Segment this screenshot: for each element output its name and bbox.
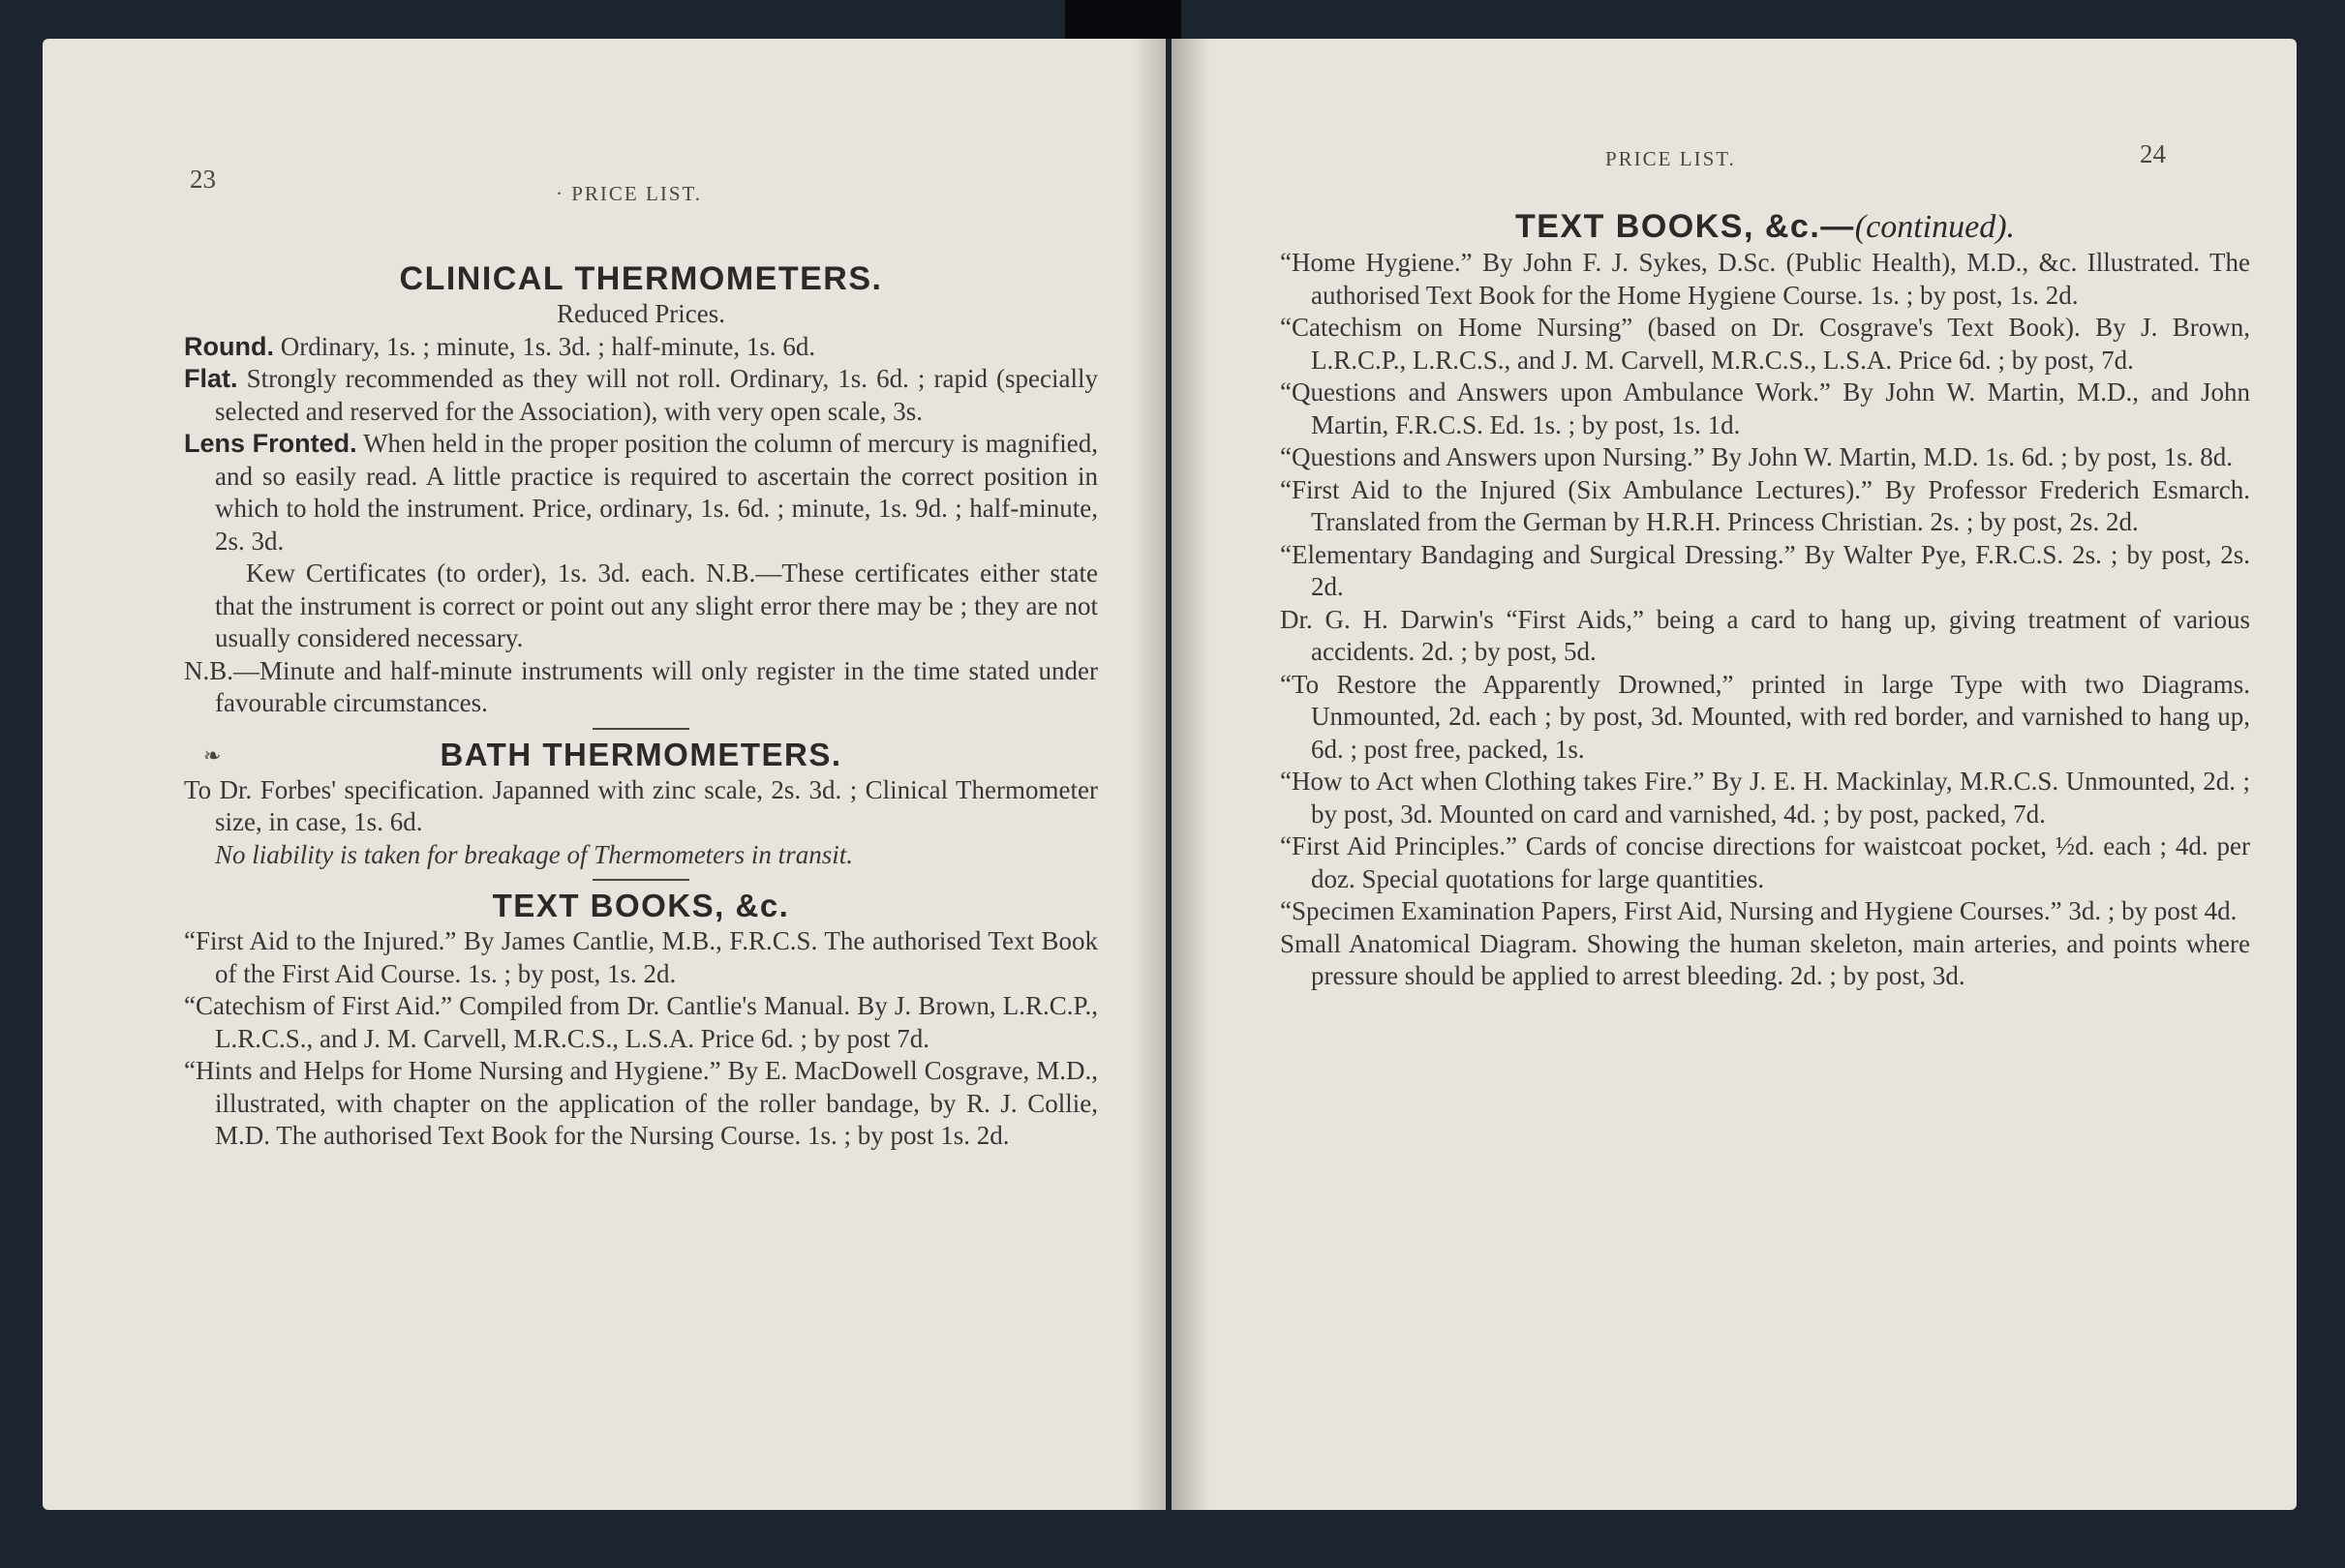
book-spine-shadow [1065, 0, 1181, 39]
text-book-entry: “Hints and Helps for Home Nursing and Hygiene.” By E. MacDowell Cosgrave, M.D., illustrated, with chapter on the application of the roller bandage, by R. J. Collie, M.D. The authorised Text Book for the Nursing Course. 1s. ; by post 1s. 2d. [184, 1056, 1098, 1150]
kew-block [184, 558, 1098, 655]
flat-label: Flat. [184, 364, 238, 393]
text-book-entry: “How to Act when Clothing takes Fire.” By J. E. H. Mackinlay, M.R.C.S. Unmounted, 2d. ; by post, 3d. Mounted on card and varnished, 4d. ; by post, packed, 7d. [1280, 767, 2250, 829]
round-text: Ordinary, 1s. ; minute, 1s. 3d. ; half-minute, 1s. 6d. [280, 331, 816, 361]
lens-fronted-label: Lens Fronted. [184, 429, 357, 458]
gutter-shadow-right [1172, 39, 1210, 1510]
running-head-left: · PRICE LIST. [556, 182, 703, 205]
text-book-entry: Dr. G. H. Darwin's “First Aids,” being a card to hang up, giving treatment of various accidents. 2d. ; by post, 5d. [1280, 604, 2250, 666]
bath-thermometers-text: To Dr. Forbes' specification. Japanned with zinc scale, 2s. 3d. ; Clinical Thermometer size, in case, 1s. 6d. [184, 774, 1098, 836]
lens-fronted-text: When held in the proper position the column of mercury is magnified, and so easily read. A little practice is required to ascertain the correct position in which to hold the instrument. Price, ordinary, 1s. 6d. ; minute, 1s. 9d. ; half-minute, 2s. 3d. [215, 429, 1098, 556]
gutter-shadow-left [1133, 39, 1166, 1510]
text-book-entry: Small Anatomical Diagram. Showing the human skeleton, main arteries, and points where pressure should be applied to arrest bleeding. 2d. ; by post, 3d. [1280, 928, 2250, 990]
bath-thermometers-heading: BATH THERMOMETERS. [440, 736, 842, 772]
page-number-left: 23 [190, 165, 216, 194]
text-book-entry: “Home Hygiene.” By John F. J. Sykes, D.Sc. (Public Health), M.D., &c. Illustrated. The authorised Text Book for the Home Hygiene Course. 1s. ; by post, 1s. 2d. [1280, 248, 2250, 310]
section-divider [593, 879, 689, 881]
liability-notice: No liability is taken for breakage of Thermometers in transit. [215, 839, 853, 869]
text-book-entry: “Catechism on Home Nursing” (based on Dr. Cosgrave's Text Book). By J. Brown, L.R.C.P., L.R.C.S., and J. M. Carvell, M.R.C.S., L.S.A. Price 6d. ; by post, 7d. [1280, 313, 2250, 375]
nb-minute-text: N.B.—Minute and half-minute instruments will only register in the time stated under favourable circumstances. [184, 655, 1098, 717]
text-book-entry: “Elementary Bandaging and Surgical Dressing.” By Walter Pye, F.R.C.S. 2s. ; by post, 2s. 2d. [1280, 539, 2250, 601]
left-page-content [184, 259, 1098, 1153]
bath-heading-row [184, 736, 1098, 774]
lens-fronted-entry [184, 428, 1098, 558]
section-divider [593, 728, 689, 730]
text-books-continued-heading [1280, 207, 2250, 247]
flat-entry [184, 363, 1098, 428]
page-number-right: 24 [2140, 139, 2166, 168]
text-book-entry: “First Aid to the Injured.” By James Cantlie, M.B., F.R.C.S. The authorised Text Book of the First Aid Course. 1s. ; by post, 1s. 2d. [184, 926, 1098, 988]
text-books-heading: TEXT BOOKS, &c. [492, 888, 790, 923]
text-book-entry: “Questions and Answers upon Ambulance Work.” By John W. Martin, M.D., and John Martin, F.R.C.S. Ed. 1s. ; by post, 1s. 1d. [1280, 377, 2250, 439]
text-book-entry: “To Restore the Apparently Drowned,” printed in large Type with two Diagrams. Unmounted, 2d. each ; by post, 3d. Mounted, with red border, and varnished to hang up, 6d. ; post free, packed, 1s. [1280, 669, 2250, 764]
round-entry [184, 331, 1098, 364]
running-head-right: PRICE LIST. [1605, 147, 1736, 170]
text-book-entry: “First Aid Principles.” Cards of concise directions for waistcoat pocket, ½d. each ; 4d. per doz. Special quotations for large quantities. [1280, 831, 2250, 893]
left-page [43, 39, 1166, 1510]
continued-label: (continued). [1854, 209, 2016, 245]
text-book-entry: “First Aid to the Injured (Six Ambulance Lectures).” By Professor Frederich Esmarch. Translated from the German by H.R.H. Princess Christian. 2s. ; by post, 2s. 2d. [1280, 474, 2250, 536]
reduced-prices-subtitle: Reduced Prices. [557, 299, 725, 328]
fleuron-icon: ❧ [203, 742, 222, 768]
kew-certificates-text: Kew Certificates (to order), 1s. 3d. each. N.B.—These certificates either state that the instrument is correct or point out any slight error there may be ; they are not usually considered necessary. [215, 558, 1098, 652]
text-books-continued-title: TEXT BOOKS, &c.— [1514, 208, 1855, 245]
text-book-entry: “Questions and Answers upon Nursing.” By John W. Martin, M.D. 1s. 6d. ; by post, 1s. 8d. [1280, 442, 2233, 471]
text-book-entry: “Specimen Examination Papers, First Aid, Nursing and Hygiene Courses.” 3d. ; by post 4d. [1280, 896, 2238, 925]
round-label: Round. [184, 331, 274, 361]
right-page-content [1280, 207, 2250, 993]
right-page [1172, 39, 2297, 1510]
flat-text: Strongly recommended as they will not roll. Ordinary, 1s. 6d. ; rapid (specially selected and reserved for the Association), with very open scale, 3s. [215, 364, 1098, 426]
text-book-entry: “Catechism of First Aid.” Compiled from Dr. Cantlie's Manual. By J. Brown, L.R.C.P., L.R.C.S., and J. M. Carvell, M.R.C.S., L.S.A. Price 6d. ; by post 7d. [184, 991, 1098, 1053]
clinical-thermometers-heading: CLINICAL THERMOMETERS. [399, 260, 883, 297]
